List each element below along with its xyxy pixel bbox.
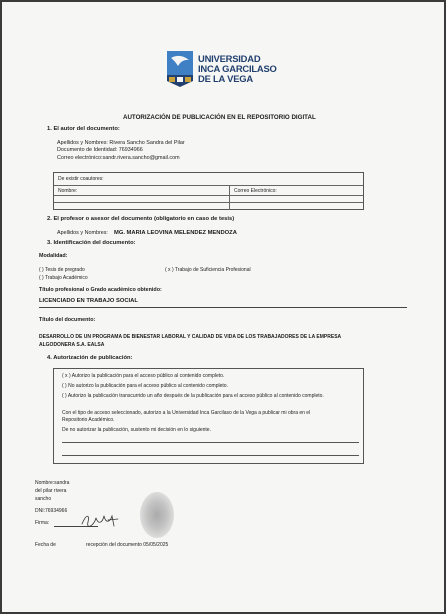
advisor-name: MG. MARIA LEOVINA MELENDEZ MENDOZA [114, 230, 237, 236]
auth-option-3: ( ) Autorizo la publicación transcurrido un año después de la publicación para el acceso público al contenido completo. [62, 393, 324, 399]
date-label: Fecha de [35, 542, 56, 548]
reason-line-2 [62, 455, 359, 456]
university-name-line2: INCA GARCILASO [198, 63, 277, 74]
coauthors-empty-row [54, 196, 363, 203]
university-logo [166, 50, 298, 88]
coauthors-caption: De existir coautores: [58, 176, 104, 182]
signer-name-line2: del pilar rivera [35, 488, 67, 494]
auth-statement-line2: Repositorio Académico. [62, 417, 115, 423]
section1-heading: 1. El autor del documento: [47, 126, 120, 132]
reception-date: recepción del documento 05/05/2025 [86, 542, 169, 548]
document-title: AUTORIZACIÓN DE PUBLICACIÓN EN EL REPOSITORIO DIGITAL [123, 114, 316, 121]
firma-label: Firma: [35, 520, 50, 526]
university-name-line1: UNIVERSIDAD [198, 53, 261, 64]
signer-name-line1: Nombre:sandra [35, 480, 70, 486]
reason-line-1 [62, 442, 359, 443]
doc-title-label: Título del documento: [39, 317, 96, 323]
section4-heading: 4. Autorización de publicación: [47, 355, 133, 361]
option-suficiencia-profesional: ( x ) Trabajo de Suficiencia Profesional [165, 267, 251, 273]
coauthors-divider [229, 186, 230, 210]
university-name [198, 54, 277, 84]
scanned-page [2, 2, 444, 612]
coauthors-header-row [54, 186, 363, 196]
coauthors-col-email: Correo Electrónico: [234, 188, 277, 194]
option-tesis-pregrado: ( ) Tesis de pregrado [39, 267, 85, 273]
section3-heading: 3. Identificación del documento: [47, 240, 136, 246]
author-id: Documento de Identidad: 76934966 [57, 147, 143, 153]
shield-icon [166, 50, 194, 88]
fingerprint-mark [140, 492, 174, 538]
section2-heading: 2. El profesor o asesor del documento (obligatorio en caso de tesis) [47, 216, 235, 222]
auth-option-2: ( ) No autorizo la publicación para el acceso público al contenido completo. [62, 383, 228, 389]
coauthors-col-name: Nombre: [58, 188, 78, 194]
no-auth-text: De no autorizar la publicación, sustento mi decisión en lo siguiente. [62, 427, 211, 433]
author-names: Apellidos y Nombres: Rivera Sancho Sandra del Pilar [57, 140, 185, 146]
degree-underline [39, 307, 407, 308]
option-trabajo-academico: ( ) Trabajo Académico [39, 275, 88, 281]
degree-value: LICENCIADO EN TRABAJO SOCIAL [39, 298, 138, 304]
coauthors-table [53, 172, 364, 210]
modality-label: Modalidad: [39, 253, 68, 259]
auth-option-1: ( x ) Autorizo la publicación para el acceso público al contenido completo. [62, 373, 225, 379]
degree-label: Título profesional o Grado académico obtenido: [39, 287, 162, 293]
signer-name-line3: sancho [35, 496, 52, 502]
advisor-label: Apellidos y Nombres: [57, 230, 108, 236]
signer-dni: DNI:76934966 [35, 508, 68, 514]
authorization-box [53, 368, 364, 464]
doc-title-line1: DESARROLLO DE UN PROGRAMA DE BIENESTAR LABORAL Y CALIDAD DE VIDA DE LOS TRABAJADORES DE LA EMPRESA [39, 334, 342, 340]
handwritten-signature [78, 510, 122, 530]
doc-title-line2: ALGODONERA S.A. EALSA [39, 342, 105, 348]
coauthors-caption-row [54, 173, 363, 186]
author-email: Correo electrónico:sandr.rivera.sancho@gmail.com [57, 155, 180, 161]
auth-statement-line1: Con el tipo de acceso seleccionado, autorizo a la Universidad Inca Garcilaso de la Vega a publicar mi obra en el [62, 410, 311, 416]
university-name-line3: DE LA VEGA [198, 73, 253, 84]
